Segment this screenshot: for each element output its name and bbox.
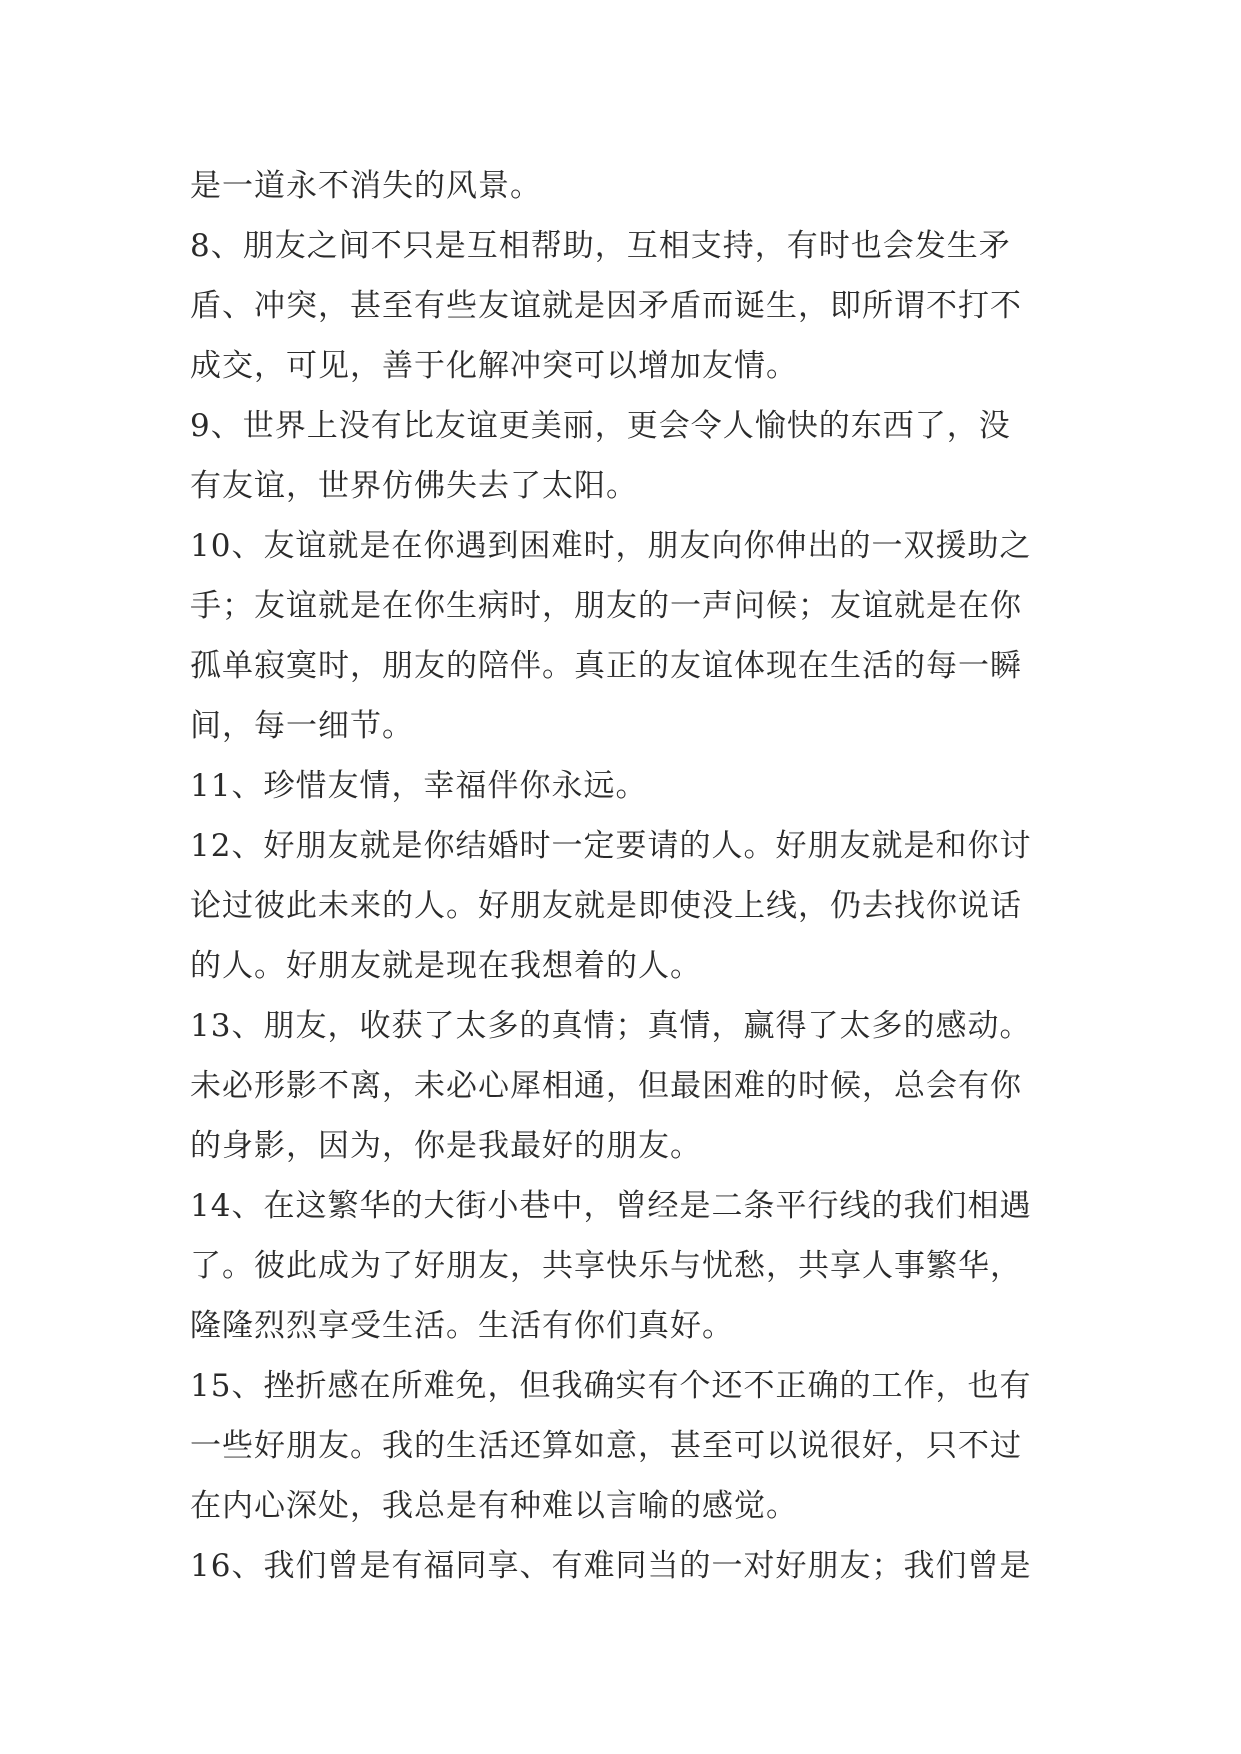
text-line: 了。彼此成为了好朋友，共享快乐与忧愁，共享人事繁华， [190, 1248, 1022, 1284]
text-line: 孤单寂寞时，朋友的陪伴。真正的友谊体现在生活的每一瞬 [190, 648, 1022, 684]
text-line: 15、挫折感在所难免，但我确实有个还不正确的工作，也有 [190, 1368, 1032, 1404]
text-line: 有友谊，世界仿佛失去了太阳。 [190, 468, 638, 504]
text-line: 隆隆烈烈享受生活。生活有你们真好。 [190, 1308, 734, 1344]
text-line: 10、友谊就是在你遇到困难时，朋友向你伸出的一双援助之 [190, 528, 1032, 564]
text-line: 一些好朋友。我的生活还算如意，甚至可以说很好，只不过 [190, 1428, 1022, 1464]
text-line: 论过彼此未来的人。好朋友就是即使没上线，仍去找你说话 [190, 888, 1022, 924]
text-line: 间，每一细节。 [190, 708, 414, 744]
text-line: 的人。好朋友就是现在我想着的人。 [190, 948, 702, 984]
text-line: 9、世界上没有比友谊更美丽，更会令人愉快的东西了，没 [190, 408, 1011, 444]
text-line: 12、好朋友就是你结婚时一定要请的人。好朋友就是和你讨 [190, 828, 1032, 864]
text-line: 14、在这繁华的大街小巷中，曾经是二条平行线的我们相遇 [190, 1188, 1032, 1224]
text-line: 在内心深处，我总是有种难以言喻的感觉。 [190, 1488, 798, 1524]
text-line: 8、朋友之间不只是互相帮助，互相支持，有时也会发生矛 [190, 228, 1011, 264]
text-line: 的身影，因为，你是我最好的朋友。 [190, 1128, 702, 1164]
text-line: 未必形影不离，未必心犀相通，但最困难的时候，总会有你 [190, 1068, 1022, 1104]
text-line: 成交，可见，善于化解冲突可以增加友情。 [190, 348, 798, 384]
text-line: 11、珍惜友情，幸福伴你永远。 [190, 768, 648, 804]
text-line: 手；友谊就是在你生病时，朋友的一声问候；友谊就是在你 [190, 588, 1022, 624]
text-line: 13、朋友，收获了太多的真情；真情，赢得了太多的感动。 [190, 1008, 1032, 1044]
text-line: 是一道永不消失的风景。 [190, 168, 542, 204]
text-line: 16、我们曾是有福同享、有难同当的一对好朋友；我们曾是 [190, 1548, 1032, 1584]
text-line: 盾、冲突，甚至有些友谊就是因矛盾而诞生，即所谓不打不 [190, 288, 1022, 324]
document-text [190, 156, 1070, 1596]
